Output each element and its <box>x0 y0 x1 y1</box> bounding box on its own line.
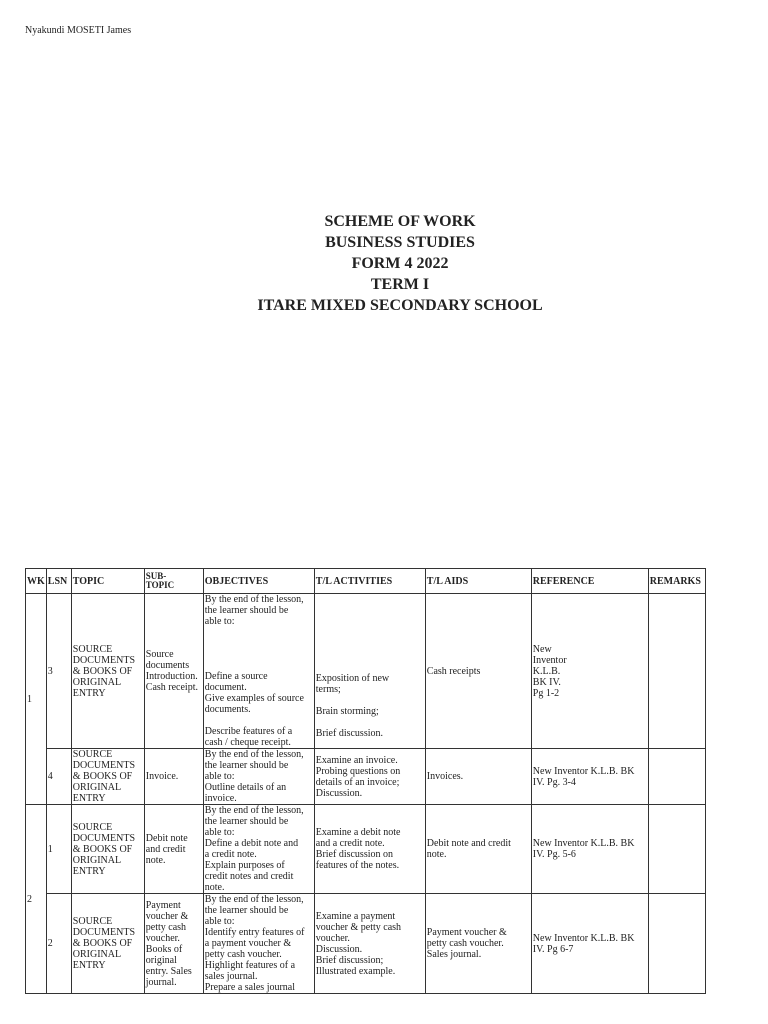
aids-cell: Debit note and credit note. <box>425 805 531 894</box>
activities-cell: Examine a debit note and a credit note. Brief discussion on features of the notes. <box>314 805 425 894</box>
subtopic-cell: Debit note and credit note. <box>144 805 203 894</box>
lsn-cell: 2 <box>46 894 71 994</box>
reference-cell: New Inventor K.L.B. BK IV. Pg. 3-4 <box>531 749 648 805</box>
lsn-cell: 1 <box>46 805 71 894</box>
remarks-cell <box>648 594 705 749</box>
week-cell: 2 <box>26 805 47 994</box>
topic-cell: SOURCE DOCUMENTS & BOOKS OF ORIGINAL ENTRY <box>71 594 144 749</box>
document-title <box>0 211 768 316</box>
lsn-cell: 4 <box>46 749 71 805</box>
objectives-cell: By the end of the lesson, the learner should be able to: Outline details of an invoice. <box>203 749 314 805</box>
activities-cell: Examine a payment voucher & petty cash voucher. Discussion. Brief discussion; Illustrated example. <box>314 894 425 994</box>
document-author: Nyakundi MOSETI James <box>25 25 132 36</box>
header-objectives: OBJECTIVES <box>203 569 314 594</box>
header-aids: T/L AIDS <box>425 569 531 594</box>
table-header-row <box>26 569 706 594</box>
table-row <box>26 805 706 894</box>
aids-cell: Invoices. <box>425 749 531 805</box>
subtopic-cell: Invoice. <box>144 749 203 805</box>
header-lsn: LSN <box>46 569 71 594</box>
activities-cell: Exposition of new terms; Brain storming; Brief discussion. <box>314 594 425 749</box>
reference-cell: New Inventor K.L.B. BK IV. Pg 6-7 <box>531 894 648 994</box>
objectives-cell: By the end of the lesson, the learner should be able to: Identify entry features of a payment voucher & petty cash voucher. Highlight features of a sales journal. Prepare a sales journal <box>203 894 314 994</box>
table-row <box>26 749 706 805</box>
header-activities: T/L ACTIVITIES <box>314 569 425 594</box>
aids-cell: Cash receipts <box>425 594 531 749</box>
title-line-school: ITARE MIXED SECONDARY SCHOOL <box>257 297 543 314</box>
topic-cell: SOURCE DOCUMENTS & BOOKS OF ORIGINAL ENTRY <box>71 894 144 994</box>
title-line-form: FORM 4 2022 <box>351 255 449 272</box>
topic-cell: SOURCE DOCUMENTS & BOOKS OF ORIGINAL ENTRY <box>71 805 144 894</box>
topic-cell: SOURCE DOCUMENTS & BOOKS OF ORIGINAL ENTRY <box>71 749 144 805</box>
subtopic-cell: Payment voucher & petty cash voucher. Books of original entry. Sales journal. <box>144 894 203 994</box>
reference-cell: New Inventor K.L.B. BK IV. Pg 1-2 <box>531 594 648 749</box>
title-line-term: TERM I <box>370 276 430 293</box>
activities-cell: Examine an invoice. Probing questions on details of an invoice; Discussion. <box>314 749 425 805</box>
table-row <box>26 894 706 994</box>
remarks-cell <box>648 749 705 805</box>
objectives-cell: By the end of the lesson, the learner should be able to: Define a source document. Give examples of source documents. Describe features of a cash / cheque receipt. <box>203 594 314 749</box>
aids-cell: Payment voucher & petty cash voucher. Sales journal. <box>425 894 531 994</box>
title-line-scheme: SCHEME OF WORK <box>324 213 476 230</box>
subtopic-cell: Source documents Introduction. Cash receipt. <box>144 594 203 749</box>
header-wk: WK <box>26 569 47 594</box>
reference-cell: New Inventor K.L.B. BK IV. Pg. 5-6 <box>531 805 648 894</box>
header-topic: TOPIC <box>71 569 144 594</box>
remarks-cell <box>648 894 705 994</box>
title-line-subject: BUSINESS STUDIES <box>325 234 475 251</box>
header-subtopic: SUB- TOPIC <box>144 569 203 594</box>
header-remarks: REMARKS <box>648 569 705 594</box>
week-cell: 1 <box>26 594 47 805</box>
objectives-cell: By the end of the lesson, the learner should be able to: Define a debit note and a credit note. Explain purposes of credit notes and credit note. <box>203 805 314 894</box>
remarks-cell <box>648 805 705 894</box>
scheme-table <box>25 568 706 994</box>
lsn-cell: 3 <box>46 594 71 749</box>
header-reference: REFERENCE <box>531 569 648 594</box>
table-row <box>26 594 706 749</box>
